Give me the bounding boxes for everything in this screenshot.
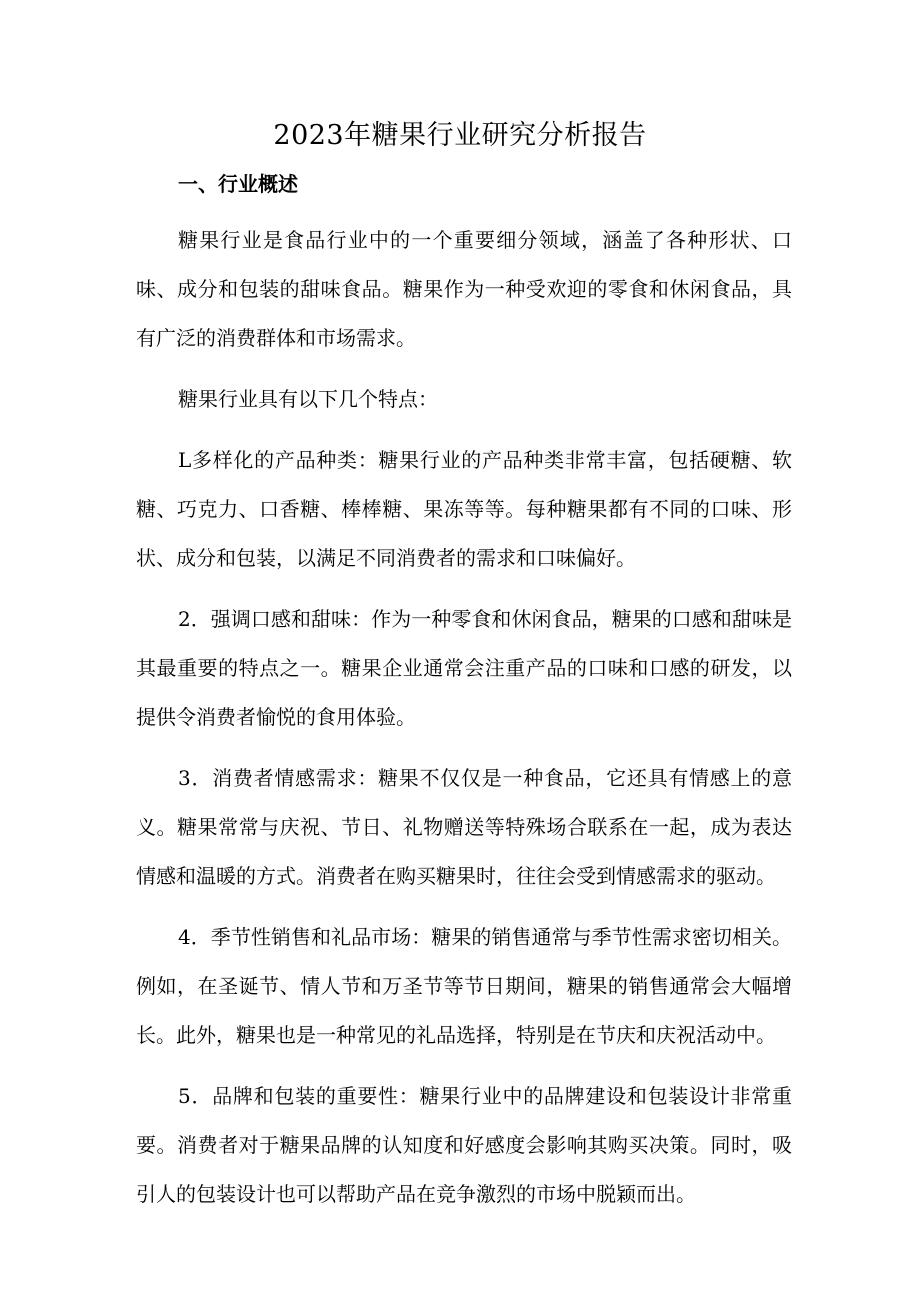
document-title: 2023年糖果行业研究分析报告 xyxy=(273,120,647,151)
paragraph-intro: 糖果行业是食品行业中的一个重要细分领域，涵盖了各种形状、口味、成分和包装的甜味食品。糖果作为一种受欢迎的零食和休闲食品，具有广泛的消费群体和市场需求。 xyxy=(136,228,792,350)
paragraph-features-lead: 糖果行业具有以下几个特点： xyxy=(178,387,438,411)
section-heading-industry-overview: 一、行业概述 xyxy=(178,172,298,196)
paragraph-feature-1: L多样化的产品种类：糖果行业的产品种类非常丰富，包括硬糖、软糖、巧克力、口香糖、棒棒糖、果冻等等。每种糖果都有不同的口味、形状、成分和包装，以满足不同消费者的需求和口味偏好。 xyxy=(136,448,792,570)
paragraph-feature-3: 3．消费者情感需求：糖果不仅仅是一种食品，它还具有情感上的意义。糖果常常与庆祝、节日、礼物赠送等特殊场合联系在一起，成为表达情感和温暖的方式。消费者在购买糖果时，往往会受到情感需求的驱动。 xyxy=(136,766,792,888)
paragraph-feature-2: 2．强调口感和甜味：作为一种零食和休闲食品，糖果的口感和甜味是其最重要的特点之一。糖果企业通常会注重产品的口味和口感的研发，以提供令消费者愉悦的食用体验。 xyxy=(136,607,792,729)
paragraph-feature-5: 5．品牌和包装的重要性：糖果行业中的品牌建设和包装设计非常重要。消费者对于糖果品牌的认知度和好感度会影响其购买决策。同时，吸引人的包装设计也可以帮助产品在竞争激烈的市场中脱颖而出。 xyxy=(136,1084,792,1206)
paragraph-feature-4: 4．季节性销售和礼品市场：糖果的销售通常与季节性需求密切相关。例如，在圣诞节、情人节和万圣节等节日期间，糖果的销售通常会大幅增长。此外，糖果也是一种常见的礼品选择，特别是在节庆和庆祝活动中。 xyxy=(136,925,792,1047)
